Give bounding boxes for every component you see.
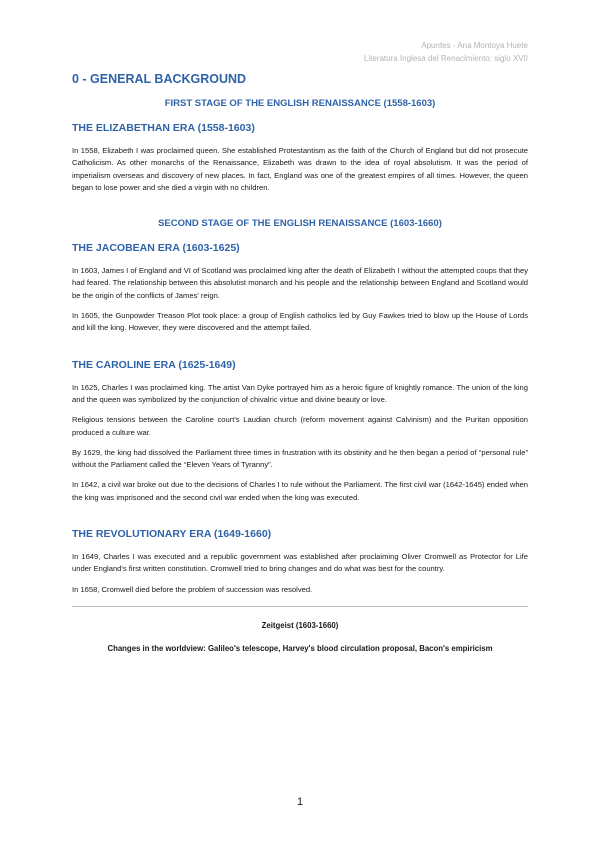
caroline-paragraph-3: By 1629, the king had dissolved the Parliament three times in frustration with its obstinity and he then began a period of “personal rule” without the Parliament called the “Eleven Years of Tyranny”. bbox=[72, 447, 528, 470]
elizabethan-era-heading: THE ELIZABETHAN ERA (1558-1603) bbox=[72, 122, 255, 134]
caroline-paragraph-4: In 1642, a civil war broke out due to the decisions of Charles I to rule without the Parliament. The first civil war (1642-1645) ended when the king was imprisoned and the second civil war ended when the king was executed. bbox=[72, 480, 528, 502]
jacobean-paragraph-1: In 1603, James I of England and VI of Scotland was proclaimed king after the death of Elizabeth I without the attempted coups that they had feared. The relationship between this absolutist monarch and his people and the relationship between England and Scotland would be the origin of the conflicts of James' reign. bbox=[72, 266, 528, 300]
zeitgeist-heading: Zeitgeist (1603-1660) bbox=[261, 620, 339, 630]
caroline-paragraph-2: Religious tensions between the Caroline court's Laudian church (reform movement against Calvinism) and the Puritan opposition produced a culture war. bbox=[72, 415, 528, 437]
jacobean-era-heading: THE JACOBEAN ERA (1603-1625) bbox=[72, 242, 240, 255]
elizabethan-paragraph: In 1558, Elizabeth I was proclaimed queen. She established Protestantism as the faith of the Church of England but did not prosecute Catholicism. As other monarchs of the Renaissance, Elizabeth was drawn to the idea of royal absolutism. It was the period of imperialism overseas and discovery of new places. In fact, England was one of the greatest empires of all times. However, the queen began to lose power and she died a virgin with no children. bbox=[72, 146, 528, 192]
page-number: 1 bbox=[296, 796, 304, 808]
zeitgeist-text: Changes in the worldview: Galileo's telescope, Harvey's blood circulation proposal, Bacon's empiricism bbox=[107, 643, 493, 653]
revolutionary-paragraph-1: In 1649, Charles I was executed and a republic government was established after proclaiming Oliver Cromwell as Protector for Life under England's first written constitution. Cromwell tried to bring changes and do what was best for the country. bbox=[72, 552, 528, 574]
caroline-era-heading: THE CAROLINE ERA (1625-1649) bbox=[72, 358, 236, 371]
header-course: Literatura Inglesa del Renacimiento: siglo XVII bbox=[363, 54, 528, 63]
page-title: 0 - GENERAL BACKGROUND bbox=[72, 72, 247, 86]
stage-2-heading: SECOND STAGE OF THE ENGLISH RENAISSANCE (1603-1660) bbox=[158, 218, 442, 230]
stage-1-heading: FIRST STAGE OF THE ENGLISH RENAISSANCE (1558-1603) bbox=[164, 98, 436, 109]
caroline-paragraph-1: In 1625, Charles I was proclaimed king. The artist Van Dyke portrayed him as a heroic figure of knightly romance. The union of the king and the queen was symbolized by the conjunction of chivalric virtue and divine beauty or love. bbox=[72, 382, 528, 404]
revolutionary-era-heading: THE REVOLUTIONARY ERA (1649-1660) bbox=[72, 528, 272, 541]
running-header bbox=[364, 39, 528, 65]
revolutionary-paragraph-2: In 1658, Cromwell died before the problem of succession was resolved. bbox=[72, 584, 313, 594]
section-divider bbox=[72, 606, 528, 607]
page-content bbox=[72, 72, 528, 653]
header-author: Apuntes - Ana Montoya Huete bbox=[421, 41, 528, 50]
jacobean-paragraph-2: In 1605, the Gunpowder Treason Plot took place: a group of English catholics led by Guy Fawkes tried to blow up the House of Lords and kill the king. However, they were discovered and the attempt failed. bbox=[72, 311, 528, 333]
